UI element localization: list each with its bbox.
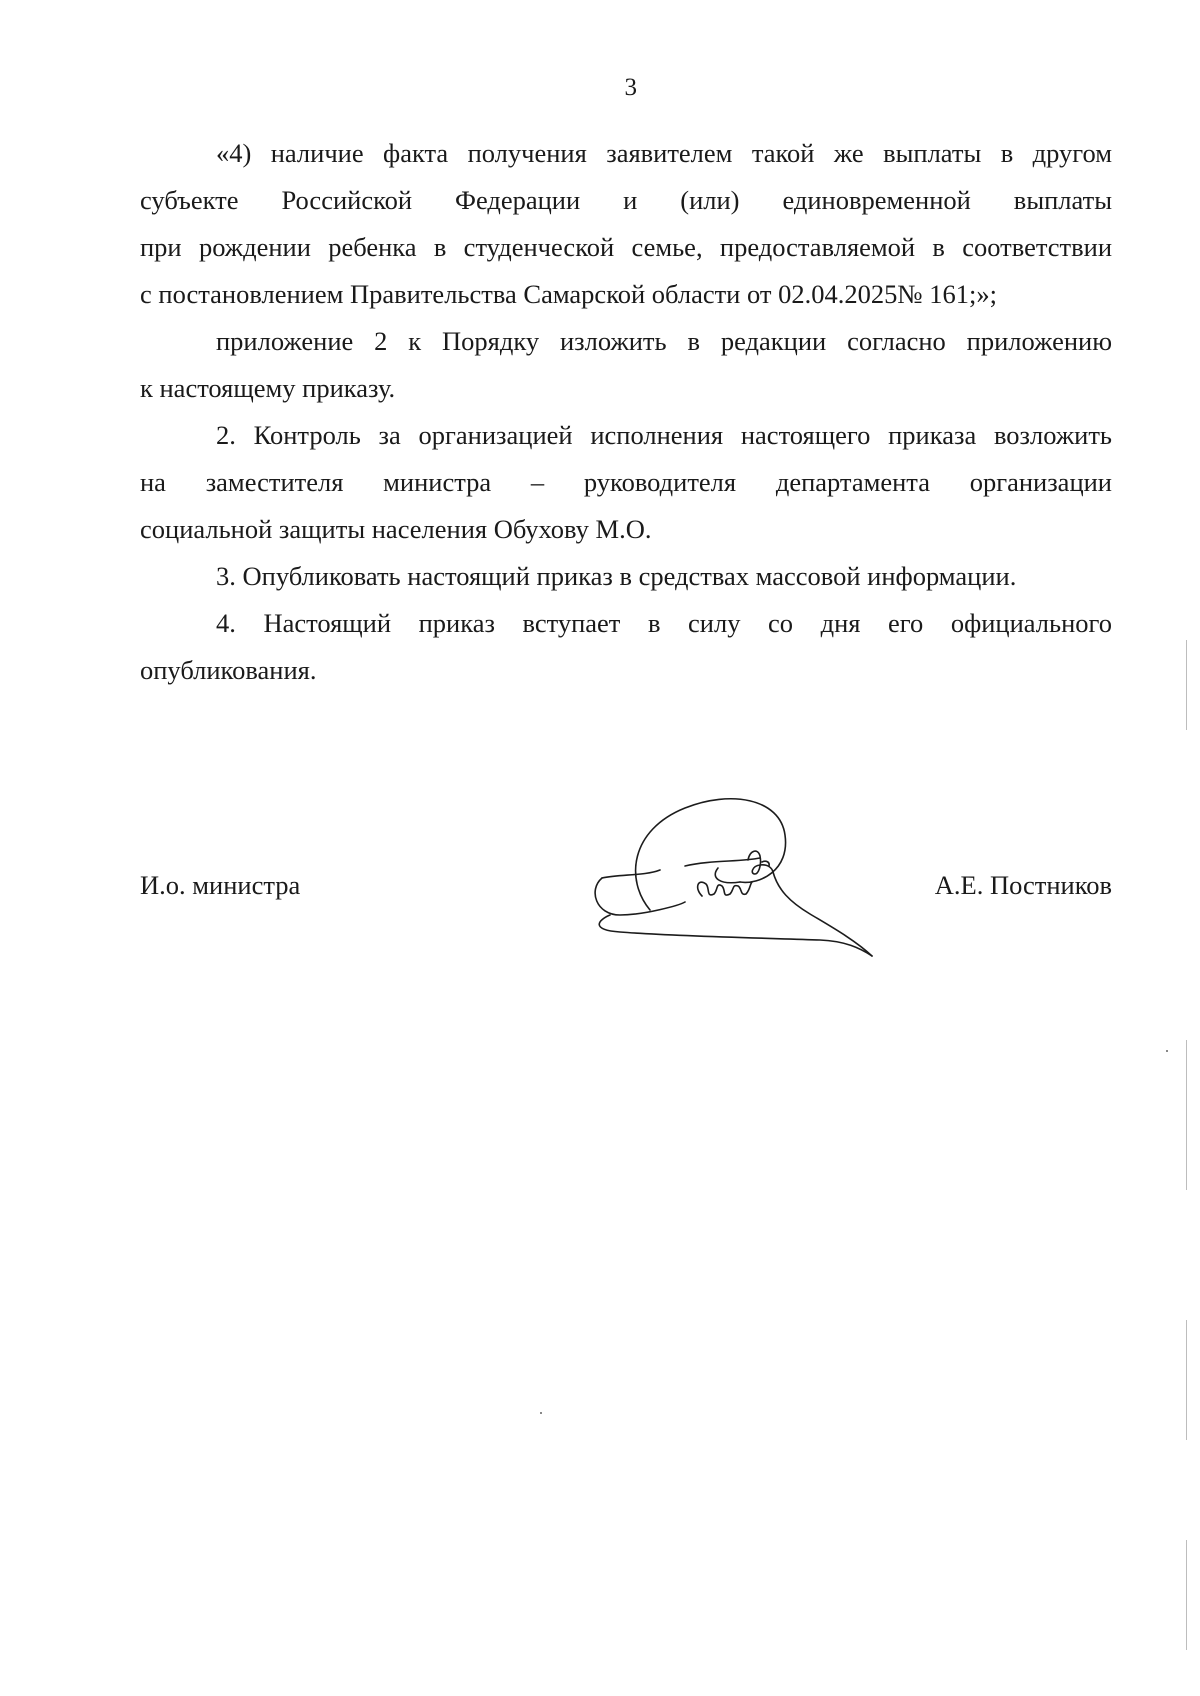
text-line: при рождении ребенка в студенческой семье, предоставляемой в соответствии [140, 232, 1112, 262]
paragraph-control [140, 412, 1112, 553]
scan-dust-dot [1166, 1050, 1168, 1052]
paragraph-effective-date [140, 600, 1112, 694]
scan-margin-artifact [1186, 640, 1187, 730]
scan-margin-artifact [1186, 1040, 1187, 1190]
text-line: опубликования. [140, 655, 317, 685]
text-line: «4) наличие факта получения заявителем такой же выплаты в другом [216, 138, 1112, 168]
text-line: приложение 2 к Порядку изложить в редакции согласно приложению [216, 326, 1112, 356]
scan-margin-artifact [1186, 1540, 1187, 1650]
scan-margin-artifact [1186, 1320, 1187, 1440]
signatory-name: А.Е. Постников [934, 870, 1112, 900]
text-line: субъекте Российской Федерации и (или) единовременной выплаты [140, 185, 1112, 215]
text-line: к настоящему приказу. [140, 373, 396, 403]
paragraph-denial-ground-4 [140, 130, 1112, 318]
text-line: 3. Опубликовать настоящий приказ в средствах массовой информации. [216, 561, 1017, 591]
text-line: с постановлением Правительства Самарской области от 02.04.2025№ 161;»; [140, 279, 997, 309]
text-line: 4. Настоящий приказ вступает в силу со дня его официального [216, 608, 1112, 638]
scan-dust-dot [540, 1412, 542, 1414]
handwritten-signature [590, 790, 880, 980]
text-line: на заместителя министра – руководителя департамента организации [140, 467, 1112, 497]
text-line: 2. Контроль за организацией исполнения настоящего приказа возложить [216, 420, 1112, 450]
paragraph-publish [140, 553, 1112, 600]
paragraph-appendix-2 [140, 318, 1112, 412]
page-number: 3 [624, 74, 638, 101]
signatory-role: И.о. министра [140, 870, 301, 900]
text-line: социальной защиты населения Обухову М.О. [140, 514, 652, 544]
document-body [140, 130, 1112, 694]
